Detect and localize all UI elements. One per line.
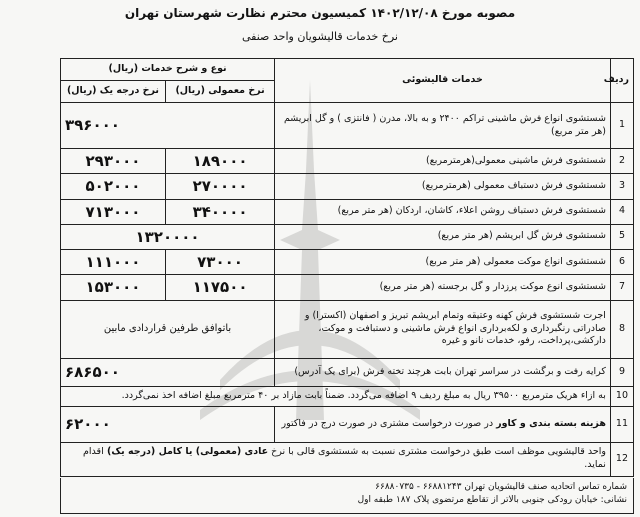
row-price-grade1: ۷۱۳۰۰۰ [61,199,166,224]
row-index: 6 [610,250,633,275]
table-row [61,358,634,386]
row-service [275,406,611,442]
row-price-merged: باتوافق طرفین قراردادی مابین [61,300,275,358]
row-price-merged: ۳۹۶۰۰۰ [61,103,275,149]
row-note [61,442,611,476]
row-price-normal: ۳۴۰۰۰۰ [165,199,274,224]
row-index: 7 [610,275,633,300]
row-service: شستشوی انواع موکت معمولی (هر متر مربع) [275,250,611,275]
row-price-grade1: ۵۰۲۰۰۰ [61,174,166,199]
price-table [60,58,634,477]
row-service: شستشوی فرش گل ابریشم (هر متر مربع) [275,224,611,249]
row-index: 2 [610,149,633,174]
row-price-normal: ۱۸۹۰۰۰ [165,149,274,174]
header-price-group: نوع و شرح خدمات (ریال) [61,59,275,81]
row-index: 3 [610,174,633,199]
row-service-bold: هزینه بسته بندی و کاور [496,417,606,429]
row-price-grade1: ۲۹۳۰۰۰ [61,149,166,174]
header-service: خدمات قالیشوئی [275,59,611,103]
table-row [61,386,634,406]
table-row [61,149,634,174]
row-service-rest: در صورت درخواست مشتری در صورت درج در فاکتور [281,417,497,429]
row-service: کرایه رفت و برگشت در سراسر تهران بابت هرچند تخته فرش (برای یک آدرس) [275,358,611,386]
row-service: شستشوی انواع فرش ماشینی تراکم ۲۴۰۰ و به بالا، مدرن ( فانتزی ) و گل ابریشم (هر متر مربع) [275,103,611,149]
table-row [61,275,634,300]
row-price-merged: ۶۲۰۰۰ [61,406,275,442]
document-title: مصوبه مورخ ۱۴۰۲/۱۲/۰۸ کمیسیون محترم نظارت شهرستان تهران [124,6,516,20]
row-note-b: اقدام نماید. [83,446,606,470]
row-service: شستشوی فرش دستباف روشن اعلاء، کاشان، اردکان (هر متر مربع) [275,199,611,224]
row-price-grade1: ۱۱۱۰۰۰ [61,250,166,275]
row-index: 8 [610,300,633,358]
header-grade1-rate: نرخ درجه یک (ریال) [61,81,166,103]
row-price-normal: ۱۱۷۵۰۰ [165,275,274,300]
row-index: 5 [610,224,633,249]
footer-phone: شماره تماس اتحادیه صنف قالیشویان تهران ۶۶۸۸۱۲۴۳ - ۶۶۸۸۰۷۳۵ [375,482,627,492]
row-service: اجرت شستشوی فرش کهنه وعتیقه وتمام ابریشم تبریز و اصفهان (اکسترا) و صادراتی رنگبرداری و لکه‌برداری انواع فرش ماشینی و دستبافت و موکت، دارکشی،پرداخت، رفو، خدمات نانو و غیره [275,300,611,358]
header-index: ردیف [610,59,633,103]
header-normal-rate: نرخ معمولی (ریال) [165,81,274,103]
row-note-a: واحد قالیشویی موظف است طبق درخواست مشتری نسبت به شستشوی قالی با نرخ [268,446,606,458]
row-price-normal: ۷۳۰۰۰ [165,250,274,275]
table-row [61,174,634,199]
footer-contact [60,478,634,514]
row-price-grade1: ۱۵۳۰۰۰ [61,275,166,300]
row-index: 10 [610,386,633,406]
footer-address: نشانی: خیابان رودکی جنوبی بالاتر از تقاطع مرتضوی پلاک ۱۸۷ طبقه اول [357,495,627,506]
row-index: 12 [610,442,633,476]
row-index: 4 [610,199,633,224]
row-price-normal: ۲۷۰۰۰۰ [165,174,274,199]
row-service: شستشوی فرش ماشینی معمولی(هرمترمربع) [275,149,611,174]
row-price-merged: ۶۸۶۵۰۰ [61,358,275,386]
row-note: به ازاء هریک مترمربع ۳۹۵۰۰ ریال به مبلغ ردیف ۹ اضافه می‌گردد. ضمناً بابت مازاد بر ۴۰ مترمربع مبلغ اضافه اخذ نمی‌گردد. [61,386,611,406]
row-service: شستشوی فرش دستباف معمولی (هرمترمربع) [275,174,611,199]
row-index: 1 [610,103,633,149]
table-row [61,442,634,476]
row-index: 9 [610,358,633,386]
table-row [61,250,634,275]
table-row [61,300,634,358]
row-service: شستشوی انوع موکت پرزدار و گل برجسته (هر متر مربع) [275,275,611,300]
table-row [61,103,634,149]
table-row [61,406,634,442]
document-subtitle: نرخ خدمات قالیشویان واحد صنفی [242,30,398,43]
table-row [61,199,634,224]
row-note-bold: عادی (معمولی) یا کامل (درجه یک) [103,446,269,458]
row-index: 11 [610,406,633,442]
table-row [61,224,634,249]
row-price-merged: ۱۳۲۰۰۰۰ [61,224,275,249]
